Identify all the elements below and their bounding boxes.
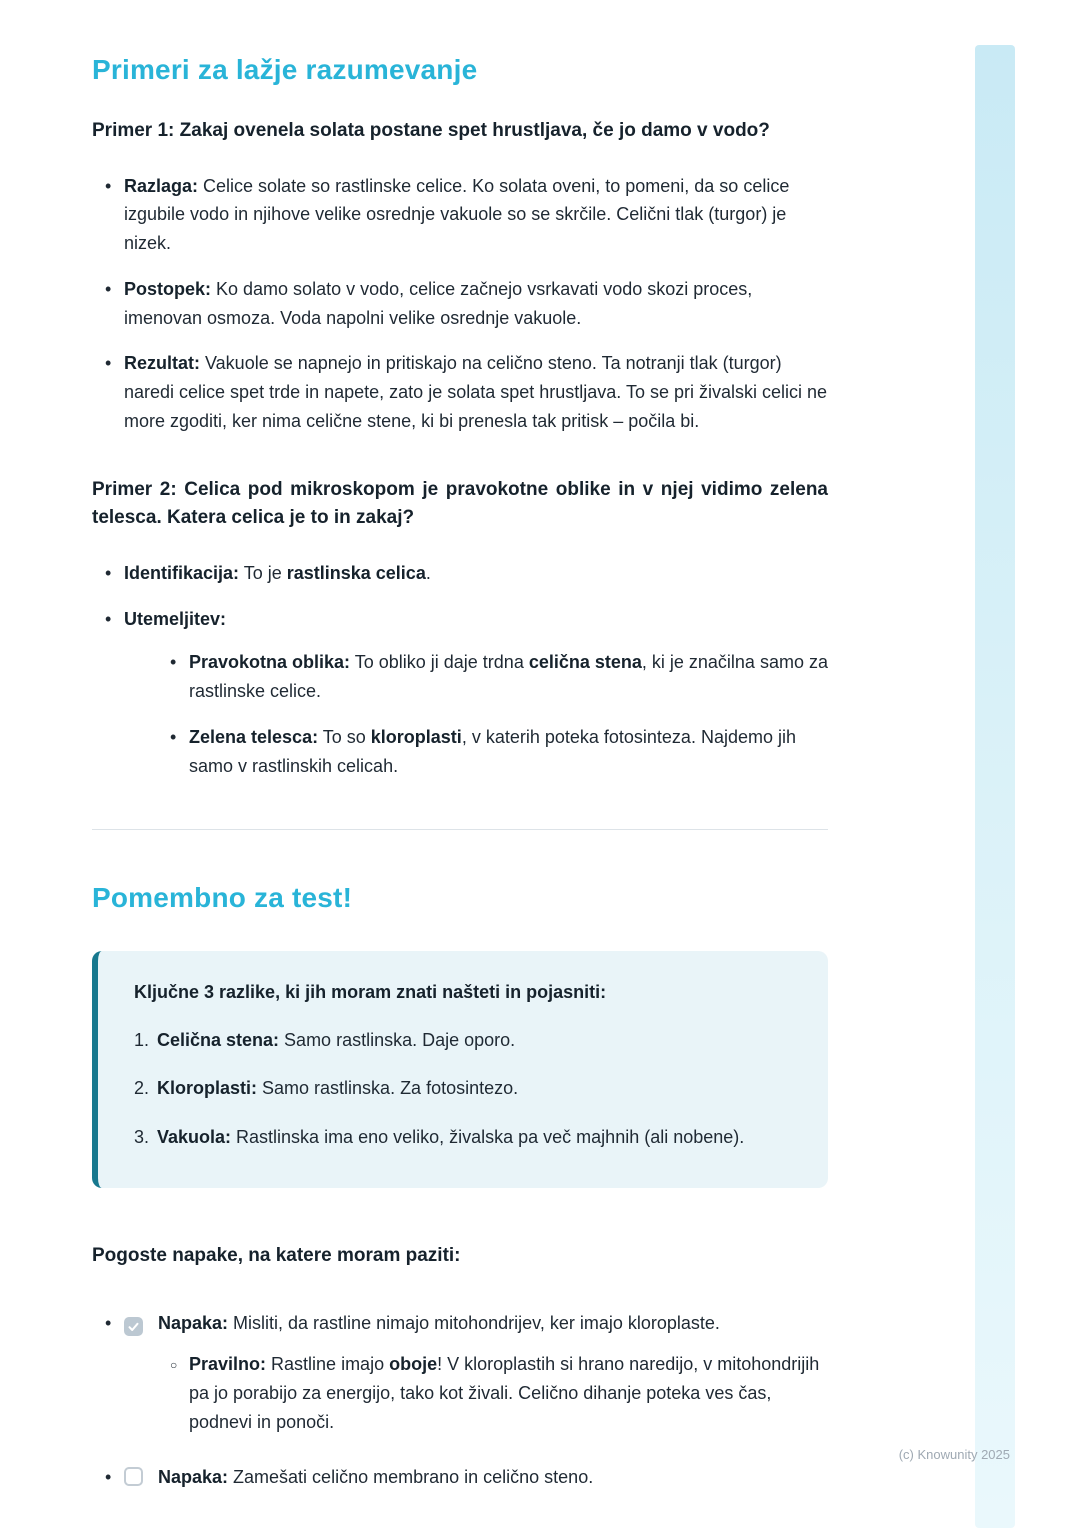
- list-item: [157, 1350, 828, 1436]
- list-item-text: [157, 1123, 798, 1152]
- bullet-body: Vakuole se napnejo in pritiskajo na celično steno. Ta notranji tlak (turgor) naredi celice spet trde in napete, zato je solata spet hrustljava. To se pri živalski celici ne more zgoditi, ker nima celične stene, ki bi prenesla tak pritisk – počila bi.: [124, 353, 828, 432]
- list-item-text: [157, 1074, 798, 1103]
- section-title-examples: Primeri za lažje razumevanje: [92, 54, 478, 85]
- bullet-body: , v katerih poteka fotosinteza. Najdemo jih samo v rastlinskih celicah.: [189, 727, 796, 776]
- list-item-text: [124, 172, 828, 258]
- bullet-body: ! V kloroplastih si hrano naredijo, v mitohondrijih pa jo porabijo za energijo, tako kot živali. Celično dihanje poteka ves čas, podnevi in ponoči.: [189, 1354, 820, 1432]
- list-item-text: [189, 1350, 828, 1436]
- bullet-bold-term: kloroplasti: [370, 727, 462, 748]
- section-divider: [92, 829, 828, 830]
- callout-numbered-list: [134, 1026, 798, 1152]
- list-item-text: [124, 349, 828, 435]
- bullet-lead: Pravilno:: [189, 1354, 267, 1375]
- bullet-lead: Utemeljitev:: [124, 608, 227, 629]
- bullet-icon: •: [170, 652, 177, 673]
- bullet-lead: Identifikacija:: [124, 562, 240, 583]
- callout-title: Ključne 3 razlike, ki jih moram znati našteti in pojasniti:: [134, 981, 607, 1002]
- list-item: [157, 648, 828, 706]
- primer1-bullet-list: [92, 172, 828, 436]
- list-item-text: [124, 559, 828, 588]
- bullet-body: Misliti, da rastline nimajo mitohondrijev, ker imajo kloroplaste.: [228, 1312, 720, 1333]
- bullet-icon: •: [105, 278, 112, 299]
- bullet-lead: Napaka:: [158, 1466, 229, 1487]
- list-item: [92, 275, 828, 333]
- bullet-body: Ko damo solato v vodo, celice začnejo vsrkavati vodo skozi proces, imenovan osmoza. Voda napolni velike osrednje vakuole.: [124, 278, 753, 328]
- bullet-body: To je: [239, 562, 287, 583]
- bullet-body: To so: [318, 727, 371, 748]
- list-item-text: [157, 1026, 798, 1055]
- list-item: [92, 605, 828, 781]
- list-item: [92, 1463, 828, 1492]
- bullet-icon: •: [170, 727, 177, 748]
- bullet-bold-term: oboje: [389, 1354, 438, 1375]
- list-item: [92, 172, 828, 258]
- bullet-body: Samo rastlinska. Za fotosintezo.: [257, 1078, 519, 1099]
- checkbox-unchecked[interactable]: [124, 1467, 143, 1486]
- checkbox-checked[interactable]: [124, 1317, 143, 1336]
- bullet-icon: •: [105, 562, 112, 583]
- list-item-text: [124, 605, 828, 781]
- list-item-text: [124, 1309, 828, 1437]
- bullet-lead: Vakuola:: [157, 1127, 232, 1148]
- list-item: [92, 559, 828, 588]
- nested-bullet-list: [157, 648, 828, 780]
- page-edge-gradient: [975, 45, 1015, 1528]
- bullet-bold-term: celična stena: [528, 652, 642, 673]
- bullet-bold-term: rastlinska celica: [286, 562, 426, 583]
- bullet-body: .: [425, 562, 431, 583]
- primer2-heading: Primer 2: Celica pod mikroskopom je pravokotne oblike in v njej vidimo zelena telesca. Katera celica je to in zakaj?: [92, 478, 828, 529]
- list-item: [92, 349, 828, 435]
- primer2-bullet-list: [92, 559, 828, 781]
- bullet-icon: •: [105, 175, 112, 196]
- bullet-lead: Razlaga:: [124, 175, 199, 196]
- bullet-body: Rastline imajo: [266, 1354, 390, 1375]
- bullet-body: Zamešati celično membrano in celično steno.: [228, 1466, 594, 1487]
- bullet-body: Rastlinska ima eno veliko, živalska pa več majhnih (ali nobene).: [231, 1127, 745, 1148]
- list-item: [157, 723, 828, 781]
- bullet-icon: •: [105, 1312, 112, 1333]
- mistakes-heading: Pogoste napake, na katere moram paziti:: [92, 1245, 461, 1267]
- bullet-body: , ki je značilna samo za rastlinske celice.: [189, 652, 828, 702]
- bullet-body: Samo rastlinska. Daje oporo.: [279, 1029, 516, 1050]
- list-item-text: [189, 723, 828, 781]
- list-item: [134, 1074, 798, 1103]
- key-differences-callout: [92, 951, 828, 1188]
- bullet-lead: Napaka:: [158, 1312, 229, 1333]
- bullet-lead: Pravokotna oblika:: [189, 652, 351, 673]
- bullet-icon: •: [105, 353, 112, 374]
- mistakes-checklist: [92, 1309, 828, 1492]
- bullet-icon: •: [105, 608, 112, 629]
- check-icon: [128, 1322, 139, 1332]
- nested-bullet-list: [157, 1350, 828, 1436]
- bullet-lead: Postopek:: [124, 278, 212, 299]
- list-item: [92, 1309, 828, 1437]
- list-item: [134, 1123, 798, 1152]
- list-item: [134, 1026, 798, 1055]
- list-number: 1.: [134, 1029, 150, 1050]
- bullet-lead: Celična stena:: [157, 1029, 280, 1050]
- list-number: 2.: [134, 1078, 150, 1099]
- circle-bullet-icon: ○: [170, 1358, 178, 1373]
- list-item-text: [124, 1463, 828, 1492]
- bullet-icon: •: [105, 1466, 112, 1487]
- list-number: 3.: [134, 1127, 150, 1148]
- primer1-heading: Primer 1: Zakaj ovenela solata postane spet hrustljava, če jo damo v vodo?: [92, 120, 770, 141]
- copyright-notice: (c) Knowunity 2025: [898, 1447, 1010, 1462]
- bullet-lead: Rezultat:: [124, 353, 200, 374]
- bullet-body: Celice solate so rastlinske celice. Ko solata oveni, to pomeni, da so celice izgubile vodo in njihove velike osrednje vakuole so se skrčile. Celični tlak (turgor) je nizek.: [124, 175, 790, 254]
- list-item-text: [189, 648, 828, 706]
- section-title-test: Pomembno za test!: [92, 881, 353, 913]
- list-item-text: [124, 275, 828, 333]
- bullet-lead: Kloroplasti:: [157, 1078, 258, 1099]
- bullet-lead: Zelena telesca:: [189, 727, 319, 748]
- bullet-body: To obliko ji daje trdna: [350, 652, 529, 673]
